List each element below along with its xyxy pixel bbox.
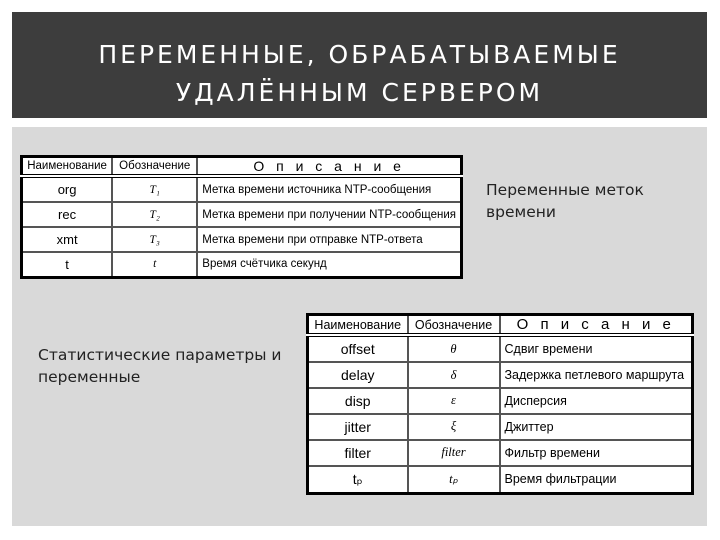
- cell-name: disp: [308, 388, 408, 414]
- statistics-table-image: [306, 313, 694, 495]
- table-row: [22, 176, 462, 202]
- cell-description: Фильтр времени: [500, 440, 693, 466]
- slide-title-line-1: ПЕРЕМЕННЫЕ, ОБРАБАТЫВАЕМЫЕ: [98, 40, 621, 69]
- statistics-table: [306, 313, 694, 495]
- cell-symbol: ξ: [408, 414, 500, 440]
- cell-description: Метка времени источника NTP-сообщения: [197, 176, 461, 202]
- table-header-row: [22, 157, 462, 177]
- header-symbol: Обозначение: [112, 157, 197, 177]
- table-row: [22, 227, 462, 252]
- cell-symbol: T₁: [112, 176, 197, 202]
- timestamps-caption: Переменные меток времени: [486, 181, 644, 221]
- cell-name: rec: [22, 202, 113, 227]
- cell-name: tₚ: [308, 466, 408, 494]
- table-row: [308, 414, 693, 440]
- cell-description: Сдвиг времени: [500, 335, 693, 362]
- header-description: О п и с а н и е: [197, 157, 461, 177]
- cell-description: Задержка петлевого маршрута: [500, 362, 693, 388]
- table-row: [308, 335, 693, 362]
- timestamps-table: [20, 155, 463, 279]
- cell-symbol: δ: [408, 362, 500, 388]
- cell-name: t: [22, 252, 113, 278]
- cell-symbol: t: [112, 252, 197, 278]
- cell-symbol: T₃: [112, 227, 197, 252]
- table-row: [308, 466, 693, 494]
- cell-description: Время фильтрации: [500, 466, 693, 494]
- header-symbol: Обозначение: [408, 315, 500, 336]
- cell-symbol: ε: [408, 388, 500, 414]
- cell-symbol: θ: [408, 335, 500, 362]
- statistics-caption: Статистические параметры и переменные: [38, 346, 282, 386]
- slide-title-line-2: УДАЛЁННЫМ СЕРВЕРОМ: [175, 78, 544, 107]
- cell-description: Время счётчика секунд: [197, 252, 461, 278]
- cell-description: Дисперсия: [500, 388, 693, 414]
- cell-name: filter: [308, 440, 408, 466]
- table-row: [22, 252, 462, 278]
- cell-description: Метка времени при отправке NTP-ответа: [197, 227, 461, 252]
- cell-description: Метка времени при получении NTP-сообщения: [197, 202, 461, 227]
- timestamps-table-image: [20, 155, 463, 279]
- cell-name: offset: [308, 335, 408, 362]
- slide-content: [12, 127, 707, 526]
- cell-symbol: tₚ: [408, 466, 500, 494]
- cell-description: Джиттер: [500, 414, 693, 440]
- header-name: Наименование: [22, 157, 113, 177]
- cell-name: org: [22, 176, 113, 202]
- cell-symbol: T₂: [112, 202, 197, 227]
- cell-symbol: filter: [408, 440, 500, 466]
- table-row: [308, 362, 693, 388]
- cell-name: jitter: [308, 414, 408, 440]
- cell-name: delay: [308, 362, 408, 388]
- table-row: [308, 388, 693, 414]
- slide-title: [12, 36, 707, 112]
- title-bar: [12, 12, 707, 118]
- header-name: Наименование: [308, 315, 408, 336]
- table-row: [308, 440, 693, 466]
- cell-name: xmt: [22, 227, 113, 252]
- table-row: [22, 202, 462, 227]
- header-description: О п и с а н и е: [500, 315, 693, 336]
- table-header-row: [308, 315, 693, 336]
